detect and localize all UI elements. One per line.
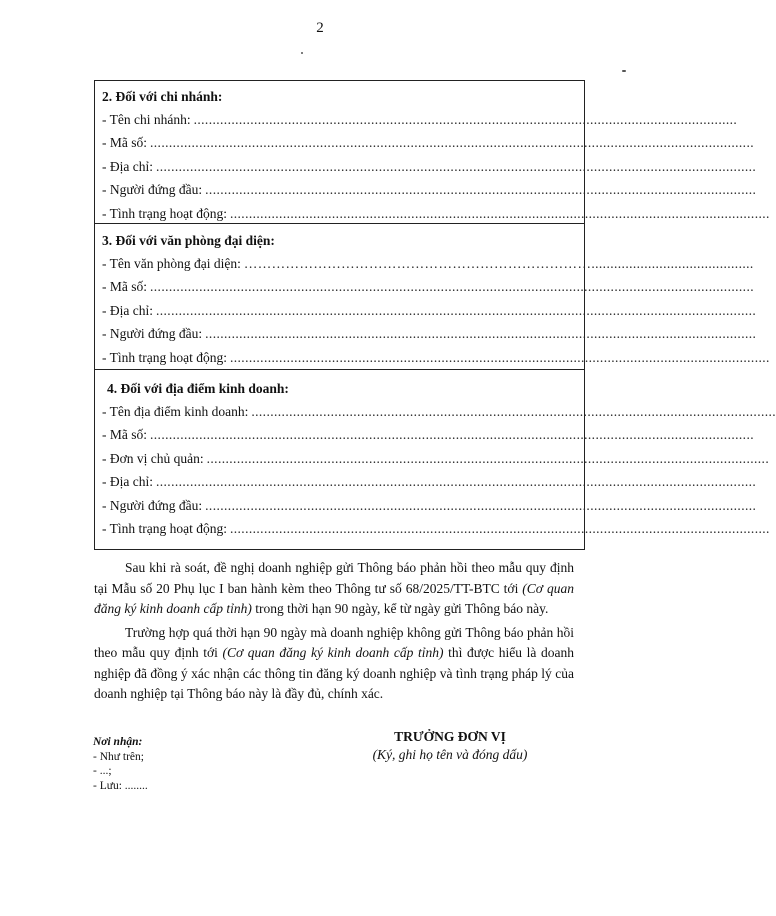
field-dots: ................................................................................................................................................................: [150, 427, 754, 443]
field-label: - Người đứng đầu:: [102, 326, 203, 342]
field-dots: ..................................................................................................................................................: [205, 182, 757, 198]
scan-speck: [622, 70, 626, 72]
paragraph-text: thì được hiểu là doanh nghiệp đã đồng ý xác nhận các thông tin đăng ký doanh nghiệp và tình trạng pháp lý của doanh nghiệp tại Thông báo này là đầy đủ, chính xác.: [94, 645, 574, 701]
page-number: 2: [316, 20, 324, 36]
field-row: [95, 423, 754, 446]
field-row: [95, 275, 754, 298]
signer-title: TRƯỞNG ĐƠN VỊ: [394, 729, 506, 744]
field-label: - Người đứng đầu:: [102, 497, 203, 513]
paragraph-response-request: [94, 558, 574, 620]
signature-block: [330, 728, 570, 764]
field-dots: ..................................................................................................................................................: [205, 497, 757, 513]
field-label: - Mã số:: [102, 135, 147, 151]
field-dots: ...............................................................................................................................................................: [155, 302, 757, 318]
field-row: [95, 131, 754, 154]
notice-body: [94, 558, 574, 705]
field-dots: ...............................................................................................................................................................: [155, 158, 757, 174]
field-row: [95, 346, 770, 369]
agency-placeholder: (Cơ quan đăng ký kinh doanh cấp tỉnh): [94, 580, 574, 616]
field-row: [95, 400, 776, 423]
section-title: 4. Đối với địa điểm kinh doanh:: [107, 381, 289, 396]
field-row: [95, 155, 757, 178]
field-label: - Mã số:: [102, 279, 147, 295]
field-label: - Tên văn phòng đại diện:: [102, 256, 241, 271]
recipients-header: Nơi nhận:: [93, 736, 143, 748]
field-dots: .....................................................................................................................................................: [206, 450, 770, 466]
paragraph-text: trong thời hạn 90 ngày, kể từ ngày gửi Thông báo này.: [251, 601, 549, 616]
field-row: [95, 517, 770, 540]
field-dots: ................................................................................................................................................: [193, 112, 738, 127]
signer-instruction: (Ký, ghi họ tên và đóng dấu): [372, 747, 528, 762]
section-title: 3. Đối với văn phòng đại diện:: [102, 233, 275, 248]
branch-section: [94, 80, 770, 224]
field-label: - Đơn vị chủ quản:: [102, 450, 204, 466]
field-label: - Tình trạng hoạt động:: [102, 520, 227, 536]
section-title: 2. Đối với chi nhánh:: [102, 89, 223, 104]
field-dots: ...............................................................................................................................................: [229, 520, 770, 536]
field-row: [95, 494, 757, 517]
field-dots: ................................................................................................................................................................: [150, 279, 754, 295]
field-row: [95, 299, 757, 322]
field-label: - Địa chỉ:: [102, 302, 153, 318]
field-dots: ...........................................................................................................................................: [251, 404, 776, 419]
paragraph-deadline-consequence: [94, 623, 574, 705]
field-row: [95, 322, 757, 345]
field-dots: ................................................................................................................................................................: [150, 135, 754, 151]
field-row: [95, 252, 754, 275]
field-row: [95, 470, 757, 493]
field-dots: ...............................................................................................................................................................: [155, 474, 757, 490]
field-label: - Tên chi nhánh:: [102, 112, 191, 127]
field-row: [95, 108, 738, 131]
recipient-item: - Lưu: ........: [93, 779, 148, 792]
field-dots: ..................................................................................................................................................: [205, 326, 757, 342]
field-label: - Địa chỉ:: [102, 474, 153, 490]
field-label: - Người đứng đầu:: [102, 182, 203, 198]
agency-placeholder: (Cơ quan đăng ký kinh doanh cấp tỉnh): [222, 645, 444, 660]
representative-office-section: [94, 224, 770, 370]
field-dots: ...............................................................................................................................................: [229, 349, 770, 365]
paragraph-text: Sau khi rà soát, đề nghị doanh nghiệp gửi Thông báo phản hồi theo mẫu quy định tại Mẫu số 20 Phụ lục I ban hành kèm theo Thông tư số 68/2025/TT-BTC tới: [94, 560, 574, 596]
paragraph-text: Trường hợp quá thời hạn 90 ngày mà doanh nghiệp không gửi Thông báo phản hồi theo mẫu quy định tới: [94, 624, 574, 660]
field-row: [95, 447, 770, 470]
field-row: [95, 178, 757, 201]
field-label: - Tình trạng hoạt động:: [102, 205, 227, 221]
field-label: - Địa chỉ:: [102, 158, 153, 174]
field-label: - Tình trạng hoạt động:: [102, 349, 227, 365]
scan-speck: [301, 52, 303, 54]
recipient-item: - ...;: [93, 765, 112, 777]
business-location-section: [94, 370, 776, 550]
field-dots: ...............................................................................................................................................: [229, 205, 770, 221]
field-row: [95, 202, 770, 225]
field-dots: …………………………………………………………………...........................................: [243, 256, 754, 271]
field-label: - Tên địa điểm kinh doanh:: [102, 404, 249, 419]
recipients-block: [93, 735, 293, 793]
field-label: - Mã số:: [102, 427, 147, 443]
recipient-item: - Như trên;: [93, 750, 144, 763]
